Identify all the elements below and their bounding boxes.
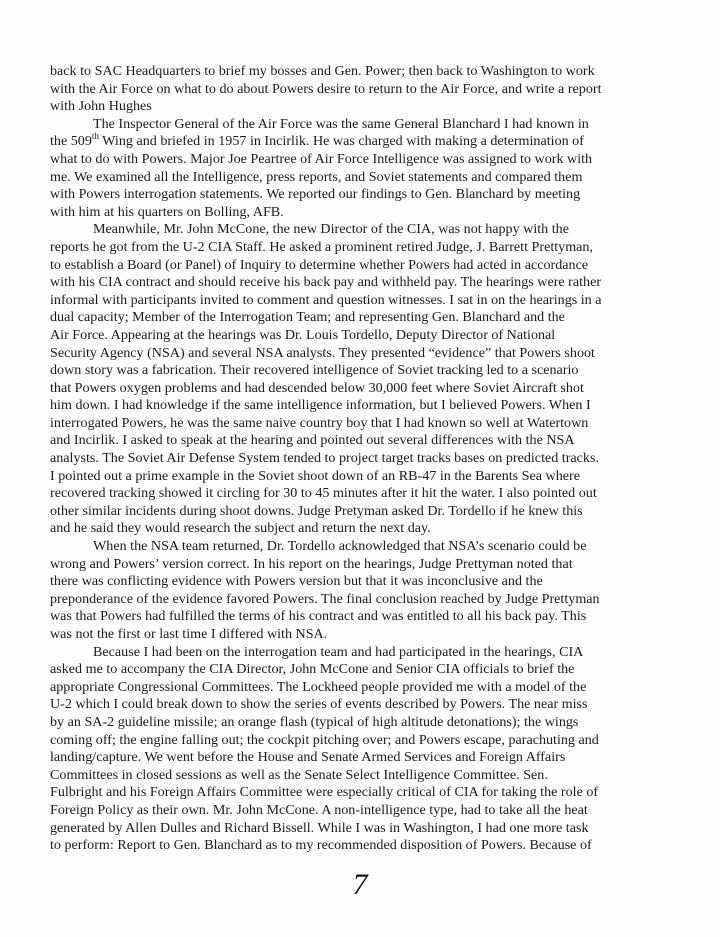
text-line: Because I had been on the interrogation team and had participated in the hearings, CIA <box>93 643 584 660</box>
text-line: was not the first or last time I differed with NSA. <box>50 626 328 642</box>
paragraph <box>50 538 682 644</box>
text-line: with the Air Force on what to do about Powers desire to return to the Air Force, and write a report <box>50 80 602 97</box>
paragraph <box>50 644 682 855</box>
text-line: interrogated Powers, he was the same naive country boy that I had known so well at Watertown <box>50 414 589 431</box>
text-line: appropriate Congressional Committees. The Lockheed people provided me with a model of the <box>50 678 587 695</box>
document-body <box>50 63 682 855</box>
text-line: Committees in closed sessions as well as the Senate Select Intelligence Committee. Sen. <box>50 766 548 783</box>
text-line: Foreign Policy as their own. Mr. John McCone. A non-intelligence type, had to take all the heat <box>50 801 588 818</box>
text-line: dual capacity; Member of the Interrogation Team; and representing Gen. Blanchard and the <box>50 309 565 326</box>
text-line: asked me to accompany the CIA Director, John McCone and Senior CIA officials to brief the <box>50 661 575 678</box>
text-line: me. We examined all the Intelligence, press reports, and Soviet statements and compared them <box>50 168 583 185</box>
text-line: by an SA-2 guideline missile; an orange flash (typical of high altitude detonations); the wings <box>50 713 579 730</box>
text-line: that Powers oxygen problems and had descended below 30,000 feet where Soviet Aircraft shot <box>50 379 584 396</box>
text-line: reports he got from the U-2 CIA Staff. He asked a prominent retired Judge, J. Barrett Prettyman, <box>50 238 593 255</box>
text-line: with Powers interrogation statements. We reported our findings to Gen. Blanchard by meeting <box>50 186 581 203</box>
text-line: I pointed out a prime example in the Soviet shoot down of an RB-47 in the Barents Sea where <box>50 467 580 484</box>
ordinal-suffix: th <box>91 130 99 141</box>
text-fragment: the 509 <box>50 133 92 150</box>
text-line: informal with participants invited to comment and question witnesses. I sat in on the hearings in a <box>50 291 602 308</box>
text-line: with John Hughes <box>50 98 152 115</box>
text-line: and Incirlik. I asked to speak at the hearing and pointed out several differences with the NSA <box>50 432 575 449</box>
text-line: down story was a fabrication. Their recovered intelligence of Soviet tracking led to a scenario <box>50 362 579 379</box>
text-line: to perform: Report to Gen. Blanchard as to my recommended disposition of Powers. Because of <box>50 837 592 854</box>
text-line: U-2 which I could break down to show the series of events described by Powers. The near miss <box>50 696 588 713</box>
text-line: there was conflicting evidence with Powers version but that it was inconclusive and the <box>50 573 543 590</box>
text-line: When the NSA team returned, Dr. Tordello acknowledged that NSA’s scenario could be <box>93 538 587 555</box>
text-line: analysts. The Soviet Air Defense System tended to project target tracks bases on predicted tracks. <box>50 450 599 467</box>
text-line: wrong and Powers’ version correct. In his report on the hearings, Judge Prettyman noted that <box>50 555 573 572</box>
text-line: was that Powers had fulfilled the terms of his contract and was entitled to all his back pay. This <box>50 608 587 625</box>
text-line <box>50 130 682 151</box>
paragraph <box>50 63 682 116</box>
text-line: with his CIA contract and should receive his back pay and withheld pay. The hearings were rather <box>50 274 602 291</box>
text-line: Security Agency (NSA) and several NSA analysts. They presented “evidence” that Powers shoot <box>50 344 595 361</box>
paragraph <box>50 221 682 538</box>
text-line: Meanwhile, Mr. John McCone, the new Director of the CIA, was not happy with the <box>93 221 569 238</box>
text-line: to establish a Board (or Panel) of Inquiry to determine whether Powers had acted in accordance <box>50 256 589 273</box>
text-line: landing/capture. We went before the House and Senate Armed Services and Foreign Affairs <box>50 749 566 766</box>
text-line: generated by Allen Dulles and Richard Bissell. While I was in Washington, I had one more task <box>50 819 589 836</box>
text-line: other similar incidents during shoot downs. Judge Pretyman asked Dr. Tordello if he knew this <box>50 502 583 519</box>
text-fragment: Wing and briefed in 1957 in Incirlik. He was charged with making a determination of <box>98 133 584 150</box>
text-line: Fulbright and his Foreign Affairs Committee were especially critical of CIA for taking the role of <box>50 784 599 801</box>
text-line: what to do with Powers. Major Joe Peartree of Air Force Intelligence was assigned to work with <box>50 150 593 167</box>
paragraph <box>50 116 682 222</box>
text-line: coming off; the engine falling out; the cockpit pitching over; and Powers escape, parachuting and <box>50 731 599 748</box>
text-line: back to SAC Headquarters to brief my bosses and Gen. Power; then back to Washington to work <box>50 63 595 79</box>
text-line: preponderance of the evidence favored Powers. The final conclusion reached by Judge Prettyman <box>50 590 600 607</box>
text-line: recovered tracking showed it circling for 30 to 45 minutes after it hit the water. I also pointed out <box>50 485 597 502</box>
text-line: and he said they would research the subject and return the next day. <box>50 520 431 537</box>
text-line: with him at his quarters on Bolling, AFB. <box>50 203 284 220</box>
text-line: Air Force. Appearing at the hearings was Dr. Louis Tordello, Deputy Director of National <box>50 326 556 343</box>
text-line: him down. I had knowledge if the same intelligence information, but I believed Powers. When I <box>50 397 591 414</box>
text-line: The Inspector General of the Air Force was the same General Blanchard I had known in <box>93 115 589 132</box>
page-number: 7 <box>352 868 368 901</box>
